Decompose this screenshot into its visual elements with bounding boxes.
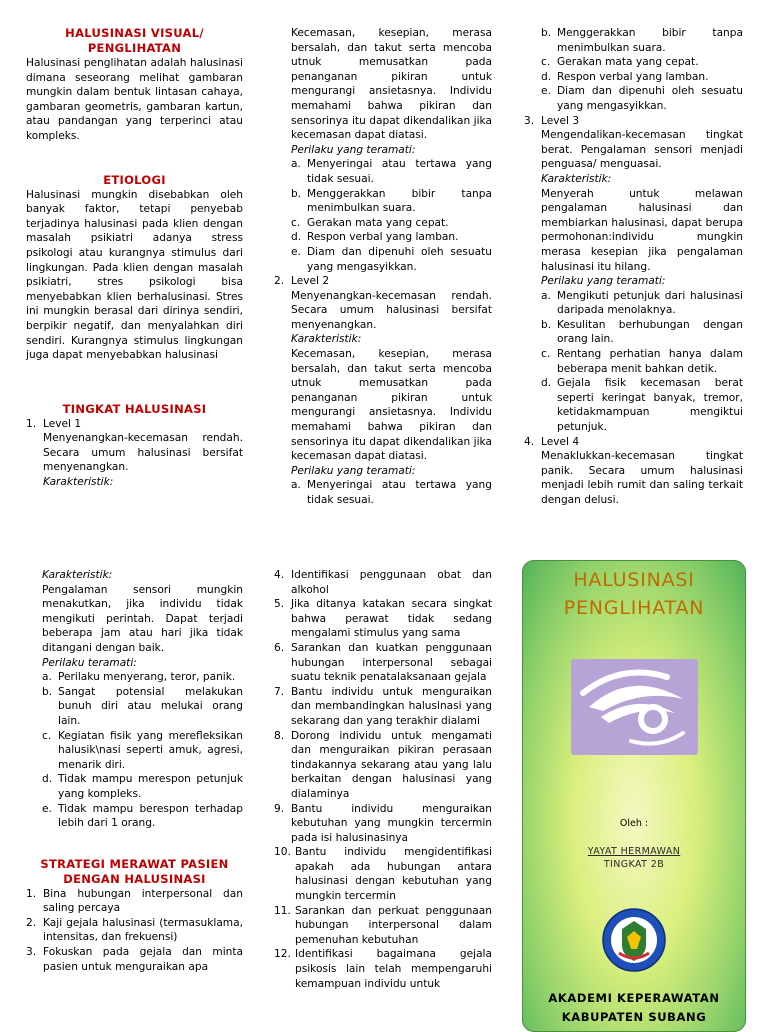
list-text: Tidak mampu merespon petunjuk yang kompleks. (58, 773, 243, 800)
perilaku-list (291, 478, 492, 507)
list-marker: d. (291, 231, 302, 244)
list-text: Sangat potensial melakukan bunuh diri atau melukai orang lain. (58, 685, 243, 727)
list-marker: 3. (524, 114, 535, 127)
cover-title-line2: PENGLIHATAN (563, 597, 705, 619)
emblem-icon (601, 907, 667, 973)
list-marker: d. (541, 70, 552, 83)
list-marker: b. (541, 318, 552, 331)
eye-icon (571, 659, 698, 755)
list-text: Bantu individu untuk menguraikan dan membandingkan halusinasi yang sekarang dan yang terakhir dialami (291, 685, 492, 727)
list-text: Bantu individu mengidentifikasi apakah ada hubungan antara halusinasi dengan kebutuhan yang mungkin tercermin (295, 846, 492, 903)
list-item (274, 641, 492, 685)
eye-illustration (571, 659, 698, 755)
karakteristik-label: Karakteristik: (291, 333, 362, 346)
karakteristik-paragraph: Pengalaman sensori mungkin menakutkan, jika individu tidak mengikuti perintah. Dapat terjadi beberapa jam atau hari jika tidak ditangani dengan baik. (42, 583, 243, 654)
list-marker: 4. (274, 569, 285, 581)
list-item (274, 947, 492, 991)
list-marker: 10. (274, 846, 291, 859)
list-item (541, 289, 743, 318)
list-marker: c. (541, 348, 551, 361)
level-2-item (274, 274, 492, 508)
list-marker: 11. (274, 904, 291, 917)
list-marker: d. (42, 773, 53, 786)
list-item (541, 70, 743, 85)
level-4-item (524, 435, 743, 508)
level-description: Menyenangkan-kecemasan rendah. Secara umum halusinasi bersifat menyenangkan. (291, 289, 492, 331)
karakteristik-label: Karakteristik: (43, 476, 114, 489)
panel-level-4-strategi (26, 568, 243, 974)
perilaku-list (541, 289, 743, 435)
level-list (26, 417, 243, 490)
list-marker: 1. (26, 887, 37, 900)
list-marker: a. (42, 671, 52, 684)
list-item (42, 670, 243, 685)
list-text: Fokuskan pada gejala dan minta pasien untuk menguraikan apa (43, 946, 243, 973)
list-marker: a. (291, 479, 301, 492)
list-item (541, 347, 743, 376)
list-text: Gerakan mata yang cepat. (307, 216, 449, 229)
perilaku-list (541, 26, 743, 114)
list-item (291, 157, 492, 186)
list-text: Menyeringai atau tertawa yang tidak sesuai. (307, 158, 492, 185)
list-item (42, 685, 243, 729)
list-item (274, 802, 492, 846)
list-marker: c. (291, 216, 301, 229)
list-marker: b. (291, 187, 302, 200)
institution-line2: KABUPATEN SUBANG (561, 1010, 707, 1024)
level-4-detail (26, 568, 243, 831)
level-description: Mengendalikan-kecemasan tingkat berat. Pengalaman sensori menjadi penguasa/ menguasai. (541, 129, 743, 171)
list-marker: 2. (274, 275, 285, 288)
heading-strategi (26, 857, 243, 887)
cover-panel (522, 560, 746, 1032)
list-marker: b. (42, 685, 53, 698)
list-item (26, 945, 243, 974)
heading-line: DENGAN HALUSINASI (63, 871, 206, 886)
level-title: Level 3 (541, 114, 580, 127)
list-text: Menggerakkan bibir tanpa menimbulkan suara. (307, 187, 492, 215)
heading-etiologi: ETIOLOGI (103, 172, 166, 187)
heading-tingkat-halusinasi: TINGKAT HALUSINASI (62, 401, 207, 416)
heading-line: HALUSINASI VISUAL/ (65, 26, 204, 40)
list-item (274, 568, 492, 597)
panel-level-3-4 (524, 26, 743, 508)
perilaku-label: Perilaku yang teramati: (291, 464, 416, 477)
list-marker: b. (541, 27, 552, 39)
list-text: Kesulitan berhubungan dengan orang lain. (557, 318, 743, 346)
strategy-list (274, 568, 492, 991)
list-text: Menggerakkan bibir tanpa menimbulkan suara. (557, 27, 743, 54)
list-item (274, 729, 492, 802)
perilaku-label: Perilaku teramati: (42, 656, 137, 669)
list-item (541, 26, 743, 55)
heading-halusinasi-visual (26, 26, 243, 56)
list-item (274, 597, 492, 641)
oleh-label: Oleh : (619, 818, 649, 829)
list-marker: d. (541, 377, 552, 390)
list-item (274, 685, 492, 729)
list-item (291, 187, 492, 216)
list-marker: 12. (274, 948, 291, 961)
list-item (291, 478, 492, 507)
list-text: Identifikasi penggunaan obat dan alkohol (291, 569, 492, 596)
list-marker: a. (541, 289, 551, 302)
list-item (42, 802, 243, 831)
institution-line1: AKADEMI KEPERAWATAN (548, 991, 720, 1005)
list-marker: e. (42, 802, 52, 815)
list-text: Sarankan dan kuatkan penggunaan hubungan interpersonal sebagai suatu teknik penatalaksanaan gejala (291, 641, 492, 684)
level-list (524, 114, 743, 508)
list-marker: e. (291, 245, 301, 258)
list-marker: 4. (524, 435, 535, 448)
list-item (26, 916, 243, 945)
list-marker: 6. (274, 641, 285, 654)
level-list (274, 274, 492, 508)
list-text: Jika ditanya katakan secara singkat bahwa perawat tidak sedang mengalami stimulus yang sama (291, 598, 492, 640)
panel-level-1-2 (274, 26, 492, 508)
list-text: Mengikuti petunjuk dari halusinasi daripada menolaknya. (557, 289, 743, 317)
list-marker: 2. (26, 916, 37, 929)
list-marker: 3. (26, 946, 37, 959)
list-item (274, 904, 492, 948)
heading-line: STRATEGI MERAWAT PASIEN (40, 856, 229, 871)
list-item (42, 772, 243, 801)
karakteristik-label: Karakteristik: (42, 569, 113, 581)
cover-title-line1: HALUSINASI (573, 569, 695, 591)
institution-logo (601, 907, 667, 973)
list-text: Diam dan dipenuhi oleh sesuatu yang mengasyikkan. (557, 85, 743, 112)
list-item (541, 318, 743, 347)
list-item (291, 245, 492, 274)
list-marker: 9. (274, 802, 285, 815)
definition-paragraph: Halusinasi penglihatan adalah halusinasi dimana seseorang melihat gambaran mungkin dalam bentuk lintasan cahaya, gambaran geometris, gambaran kartun, atau pandangan yang terperinci atau kompleks. (26, 57, 243, 142)
list-text: Gerakan mata yang cepat. (557, 56, 699, 69)
list-item (541, 84, 743, 113)
etiologi-paragraph: Halusinasi mungkin disebabkan oleh banyak faktor, tetapi penyebab terjadinya halusinasi pada klien dengan masalah psikiatri adanya stress psikologi atau kurangnya stimulus dari lingkungan. Pada klien dengan masalah psikiatri, stres psikologi bisa menyebabkan klien berhalusinasi. Stres ini mungkin berasal dari dirinya sendiri, berpikir negatif, dan menyalahkan diri sendiri. Kurangnya stimulus lingkungan juga dapat menyebabkan halusinasi (26, 188, 243, 362)
strategy-list (26, 887, 243, 975)
perilaku-list (42, 670, 243, 831)
list-text: Diam dan dipenuhi oleh sesuatu yang mengasyikkan. (307, 245, 492, 273)
level-description: Menaklukkan-kecemasan tingkat panik. Secara umum halusinasi menjadi lebih rumit dan saling terkait dengan delusi. (541, 450, 743, 506)
list-item (291, 230, 492, 245)
list-marker: 8. (274, 729, 285, 742)
list-marker: 5. (274, 598, 285, 611)
karakteristik-paragraph: Kecemasan, kesepian, merasa bersalah, dan takut serta mencoba utnuk memusatkan pada penanganan pikiran untuk mengurangi ansietasnya. Individu memahami bahwa pikiran dan sensorinya itu dapat dikendalikan jika kecemasan dapat diatasi. (291, 348, 492, 463)
level-description: Menyenangkan-kecemasan rendah. Secara umum halusinasi bersifat menyenangkan. (43, 432, 243, 474)
karakteristik-label: Karakteristik: (541, 172, 612, 185)
list-marker: e. (541, 85, 551, 98)
author-name: YAYAT HERMAWAN (587, 846, 681, 857)
karakteristik-paragraph: Menyerah untuk melawan pengalaman halusinasi dan membiarkan halusinasi, dapat berupa permohonan:individu mungkin merasa kesepian jika pengalaman halusinasi itu hilang. (541, 187, 743, 273)
perilaku-label: Perilaku yang teramati: (291, 143, 416, 156)
list-item (274, 845, 492, 903)
list-text: Dorong individu untuk mengamati dan menguraikan pikiran perasaan tindakannya sekarang atau yang lalu berkaitan dengan halusinasi yang dialaminya (291, 729, 492, 800)
list-text: Respon verbal yang lamban. (557, 70, 709, 83)
list-text: Identifikasi bagaimana gejala psikosis lain telah mempengaruhi kemampuan individu untuk (295, 948, 492, 990)
list-text: Menyeringai atau tertawa yang tidak sesuai. (307, 479, 492, 506)
list-item (26, 887, 243, 916)
level-1-item (26, 417, 243, 490)
list-text: Bina hubungan interpersonal dan saling percaya (43, 887, 243, 915)
karakteristik-paragraph: Kecemasan, kesepian, merasa bersalah, dan takut serta mencoba utnuk memusatkan pada penanganan pikiran untuk mengurangi ansietasnya. Individu memahami bahwa pikiran dan sensorinya itu dapat dikendalikan jika kecemasan dapat diatasi. (291, 27, 492, 142)
list-marker: c. (541, 56, 551, 69)
list-item (291, 216, 492, 231)
tingkat-label: TINGKAT 2B (603, 859, 665, 870)
list-marker: 7. (274, 685, 285, 698)
list-text: Rentang perhatian hanya dalam beberapa menit bahkan detik. (557, 348, 743, 375)
perilaku-label: Perilaku yang teramati: (541, 275, 666, 288)
perilaku-list (291, 157, 492, 274)
list-item (541, 55, 743, 70)
list-item (42, 729, 243, 773)
list-marker: 1. (26, 417, 37, 430)
list-marker: c. (42, 729, 52, 742)
list-text: Perilaku menyerang, teror, panik. (58, 671, 236, 684)
level-title: Level 1 (43, 417, 82, 430)
list-marker: a. (291, 158, 301, 171)
list-item (541, 376, 743, 434)
list-text: Respon verbal yang lamban. (307, 231, 459, 244)
list-text: Gejala fisik kecemasan berat seperti keringat banyak, tremor, ketidakmampuan mengiktui petunjuk. (557, 377, 743, 434)
level-3-item (524, 114, 743, 435)
list-text: Tidak mampu berespon terhadap lebih dari 1 orang. (58, 802, 243, 830)
list-text: Kegiatan fisik yang merefleksikan halusik\nasi seperti amuk, agresi, menarik diri. (58, 729, 243, 771)
list-text: Kaji gejala halusinasi (termasuklama, intensitas, dan frekuensi) (43, 916, 243, 944)
level-title: Level 4 (541, 435, 580, 448)
panel-halusinasi-visual (26, 26, 243, 490)
panel-strategi-lanjutan (274, 568, 492, 991)
list-text: Bantu individu menguraikan kebutuhan yang mungkin tercermin pada isi halusinasinya (291, 802, 492, 844)
level-title: Level 2 (291, 275, 330, 288)
list-text: Sarankan dan perkuat penggunaan hubungan interpersonal dalam pemenuhan kebutuhan (295, 904, 492, 946)
heading-line: PENGLIHATAN (87, 41, 182, 55)
